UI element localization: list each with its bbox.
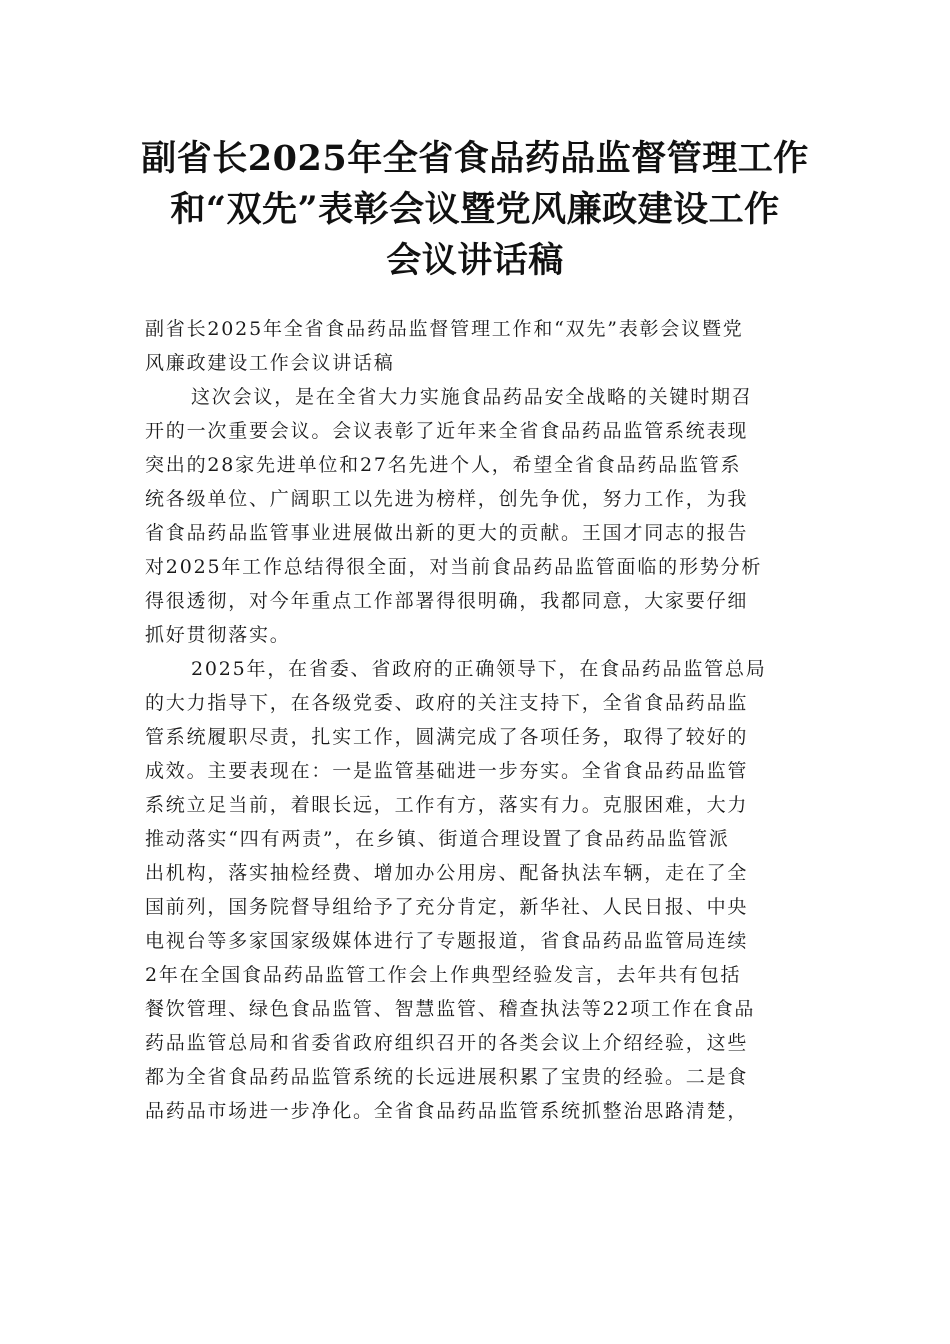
paragraph-1 [145, 380, 805, 652]
paragraph-line: 都为全省食品药品监管系统的长远进展积累了宝贵的经验。二是食 [145, 1066, 749, 1088]
paragraph-line: 管系统履职尽责，扎实工作，圆满完成了各项任务，取得了较好的 [145, 726, 749, 748]
paragraph-line: 餐饮管理、绿色食品监管、智慧监管、稽查执法等22项工作在食品 [145, 998, 756, 1020]
paragraph-line: 这次会议，是在全省大力实施食品药品安全战略的关键时期召 [191, 386, 753, 408]
paragraph-line: 2025年，在省委、省政府的正确领导下，在食品药品监管总局 [191, 658, 767, 680]
paragraph-line: 开的一次重要会议。会议表彰了近年来全省食品药品监管系统表现 [145, 420, 749, 442]
paragraph-line: 药品监管总局和省委省政府组织召开的各类会议上介绍经验，这些 [145, 1032, 749, 1054]
paragraph-line: 得很透彻，对今年重点工作部署得很明确，我都同意，大家要仔细 [145, 590, 749, 612]
paragraph-line: 突出的28家先进单位和27名先进个人，希望全省食品药品监管系 [145, 454, 742, 476]
paragraph-line: 抓好贯彻落实。 [145, 624, 291, 646]
paragraph-line: 统各级单位、广阔职工以先进为榜样，创先争优，努力工作，为我 [145, 488, 749, 510]
title-line: 副省长2025年全省食品药品监督管理工作 [141, 138, 809, 179]
paragraph-line: 2年在全国食品药品监管工作会上作典型经验发言，去年共有包括 [145, 964, 742, 986]
subtitle-line: 风廉政建设工作会议讲话稿 [145, 352, 395, 374]
paragraph-line: 对2025年工作总结得很全面，对当前食品药品监管面临的形势分析 [145, 556, 763, 578]
subtitle [145, 312, 805, 380]
paragraph-line: 成效。主要表现在：一是监管基础进一步夯实。全省食品药品监管 [145, 760, 749, 782]
paragraph-line: 省食品药品监管事业进展做出新的更大的贡献。王国才同志的报告 [145, 522, 749, 544]
paragraph-line: 的大力指导下，在各级党委、政府的关注支持下，全省食品药品监 [145, 692, 749, 714]
paragraph-line: 推动落实“四有两责”，在乡镇、街道合理设置了食品药品监管派 [145, 828, 730, 850]
paragraph-line: 国前列，国务院督导组给予了充分肯定，新华社、人民日报、中央 [145, 896, 749, 918]
title-line: 和“双先”表彰会议暨党风廉政建设工作 [170, 189, 780, 230]
title-line: 会议讲话稿 [386, 240, 564, 281]
paragraph-line: 系统立足当前，着眼长远，工作有方，落实有力。克服困难，大力 [145, 794, 749, 816]
paragraph-line: 电视台等多家国家级媒体进行了专题报道，省食品药品监管局连续 [145, 930, 749, 952]
document-body [145, 312, 805, 1128]
document-title [120, 133, 830, 286]
paragraph-2 [145, 652, 805, 1128]
paragraph-line: 品药品市场进一步净化。全省食品药品监管系统抓整治思路清楚， [145, 1100, 749, 1122]
paragraph-line: 出机构，落实抽检经费、增加办公用房、配备执法车辆，走在了全 [145, 862, 749, 884]
subtitle-line: 副省长2025年全省食品药品监督管理工作和“双先”表彰会议暨党 [145, 318, 744, 340]
